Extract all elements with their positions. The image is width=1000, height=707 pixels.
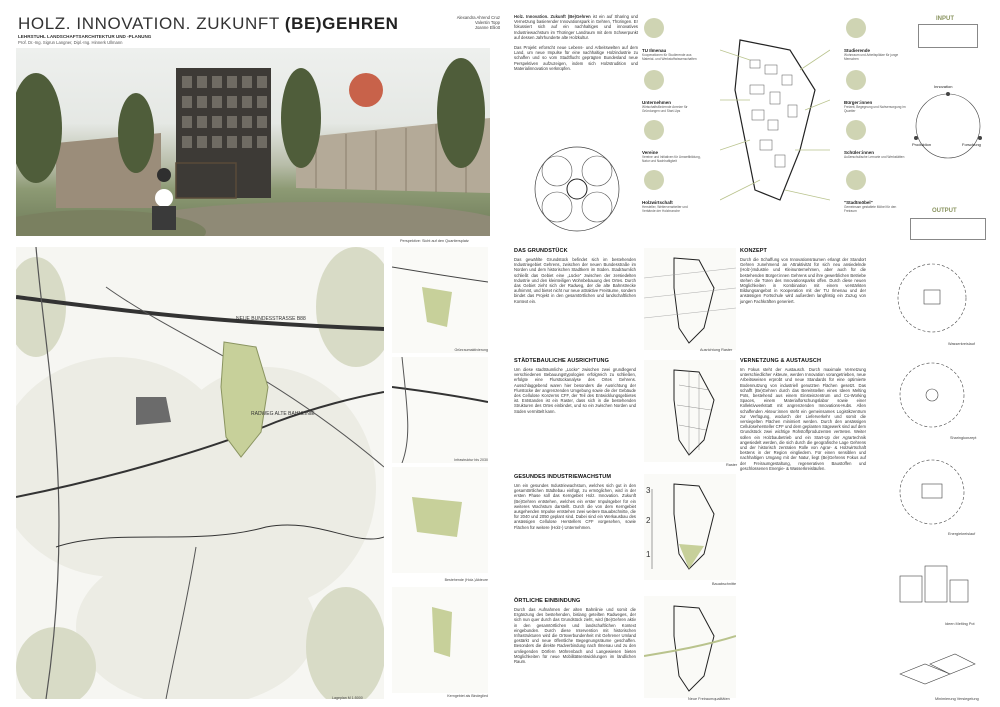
mid-caption-2: Raster — [726, 463, 738, 467]
cycle-diagram — [910, 16, 986, 241]
actor-tu: TU Ilmenau — [642, 48, 667, 53]
section-grundstueck — [514, 248, 636, 304]
citizens-icon — [846, 70, 866, 90]
strip-map-1 — [392, 247, 488, 353]
right-caption-5: Minimierung Versiegelung — [935, 697, 979, 701]
professors: Prof. Dr.-Ing. Sigrun Langner, Dipl.-Ing. Hinnerk Ullmann — [18, 40, 123, 45]
site-plan-map — [16, 247, 384, 699]
sealing-diagram — [880, 634, 984, 694]
section-title: GESUNDES INDUSTRIEWACHSTUM — [514, 474, 612, 480]
cycle-innovation: Innovation — [934, 84, 953, 89]
strip-caption-2: Infrastruktur bis 2030 — [454, 458, 488, 462]
intro-p1: ist ein auf Sharing und Vernetzung basierender Innovationspark in Gehren, Thüringen. Er fokussiert sich auf ein nachhaltiges und innovatives Industriewachstum im Thüringer Landraum mit dem Schwerpunkt auf dessen Jahrhunderte alte Holzkultur. — [514, 14, 638, 40]
section-vernetzung — [740, 358, 866, 471]
road-label: NEUE BUNDESSTRASSE B88 — [236, 316, 306, 322]
chair-label: LEHRSTUHL LANDSCHAFTSARCHITEKTUR UND -PLANUNG — [18, 34, 152, 39]
university-icon — [644, 18, 664, 38]
actor-studierende: Studierende — [844, 48, 871, 53]
sun-icon — [349, 73, 383, 107]
wood-icon — [644, 170, 664, 190]
sharing-diagram — [880, 352, 984, 438]
actor-buerger: Bürger:innen — [844, 100, 873, 105]
strip-map-2 — [392, 357, 488, 463]
mid-caption-4: Neue Freiraumqualitäten — [688, 697, 730, 701]
phase-3: 3 — [646, 486, 651, 495]
club-icon — [644, 120, 664, 140]
energy-cycle-diagram — [880, 450, 984, 534]
section-title: VERNETZUNG & AUSTAUSCH — [740, 358, 822, 364]
rail-label: RADWEG ALTE BAHNLINIE — [251, 411, 315, 417]
strip-map-4 — [392, 587, 488, 693]
cycle-forschung: Forschung — [962, 142, 981, 147]
author: Joanne Elliott — [474, 25, 500, 31]
perspective-render — [16, 48, 490, 236]
render-caption: Perspektive: Sicht auf den Quartiersplatz — [400, 239, 469, 243]
output-label: OUTPUT — [932, 208, 957, 214]
actor-holzwirtschaft: Holzwirtschaft — [642, 200, 673, 205]
strip-caption-3: Bestehende (Holz-)Akteure — [444, 578, 488, 582]
furniture-icon — [846, 170, 866, 190]
section-text: Um diese stadträumliche „Lücke“ zwischen zwei grundlegend verschiedenen Bebauungstypologien erfolgreich zu schließen, erfolgte eine Flurstückanalyse des Ortes Gehrens. Ausschlaggebend waren hier besonders die Ausrichtung der Flurstücke der angrenzenden Umgebung sowie die der Gebäude des Cellulose Konzerns CFF, der Teil des Entwicklungsgebietes ist. Entstanden ist ein Raster, dass sich in die bestehenden Strukturen des Ortes einbindet, und so ein zwischen Norden und Süden vermittelt kann. — [514, 367, 636, 414]
section-text: Das gewählte Grundstück befindet sich im bestehenden Industriegebiet Gehrens, zwischen der neuen Bundesstraße im Norden und dem historischen Stadtkern im Süden. Stadräumlich schließt das Gebiet eine „Lücke“ zwischen der zersiedelten Industrie und den kleinteiligen Wohnbebauung des Ortes. Durch das Gebiet zieht sich der Radweg, der die alte Bahnstrecke aufnimmt, und bietet nicht nur neue attraktive Freiräume, sondern bindet das Projekt in den gesamtörtlichen und landschaftlichen Kontext ein. — [514, 257, 636, 304]
section-text: Durch das Aufnahmen der alten Bahnlinie und somit die Ergänzung des bestehenden, bislang geteilten Radweges, der sich nun quer durch das Grundstück zieht, wird (Be)Gehren aktiv in den gesamtörtlichen und landschaftlichen Kontext eingebunden. Durch diese Intervention mit historischen Infrastrukturen wird die Ortsverbundenheit mit Gehrener Umland gestärkt und neue öffentliche Begegnungsräume geschaffen. Besonders die direkte Radverbindung nach Ilmenau und zu den umliegenden Dörfern Möhrenbach und Langewiesen bieten Möglichkeiten für neue Mobilitätsentwicklungen im ländlichen Raum. — [514, 607, 636, 665]
cycle-produktion: Produktion — [912, 142, 932, 147]
title-main: HOLZ. INNOVATION. ZUKUNFT — [18, 14, 280, 33]
melting-pot-diagram — [880, 546, 984, 622]
actor-unternehmen: Unternehmen — [642, 100, 672, 105]
author: Alexandra Ahrend Cruz — [456, 15, 500, 20]
actor-stadtmoebel-sub: Gemeinsam gestaltete Möbel für den Freiraum — [844, 205, 897, 213]
render-illustration — [16, 48, 490, 236]
section-text: Im Fokus steht der Austausch. Durch maximale Vernetzung unterschiedlicher Akteure, werden Innovation vorangetrieben, neue Arbeitsweisen erprobt und neue Standards für eine optimierte Bodennutzung von industriell genutzten Flächen gesetzt. Das schafft (Be)Gehren durch das Bereitstellen eines Ideen Melting Pots, bestehend aus einem Einsteinzentrum und Co-Working Spaces, einem Materialforschungslabor sowie einer Kollektivwerkstatt mit angrenzenden Innovations-Hubs. Allen schaffenden Akteur:innen steht ein gemeinsames Logistikzentrum zur Verfügung, wodurch der Lieferverkehr und somit die versiegelten Flächen minimiert werden. Durch den ansässigen Cellulosehersteller CFF und dem geplanten Sägewerk sind auf dem Grundstück zwei wichtige Rohstoffproduzenten vertreten. Weiter sollen ein Holzbaubetrieb und ein Start-Up der Agrartechnik angesiedelt werden, die sich durch die geografische Lage Gehrens und der historisch zentralen Rolle von Agrar- & Holzwirtschaft bestens in der Region eingliedern. Für einen sensiblen und nachhaltigen Umgang mit der Natur, liegt (Be)Gehrens Fokus auf der Freiraumgestaltung, regenerativen Baustoffen und geschlossenen Energie- & Wasserkreisläufen. — [740, 367, 866, 471]
authors — [420, 15, 500, 31]
actor-stadtmoebel: "Stadtmöbel" — [844, 200, 873, 205]
section-text: Um ein gesundes Industriewachstum, welches sich gut in den gesamtörtlichen Städtebau einfügt, zu ermöglichen, wird in der ersten Phase soll das Kerngebiet Holz. Innovation. Zukunft (Be)Gehren entstehen, welches ein erster Impulsgeber für ein weiteres Wachstum darstellt. Durch die von dem Kerngebiet ausgehenden Impulse entstehen zwei weitere Bauabschnitte, die für 2040 und 2050 geplant sind. Dabei sind ein Werkausbau des ansässigen Cellulose Herstellers CFF vorgesehen, sowie Flächen für weitere (Holz-) Unternehmen. — [514, 483, 636, 530]
section-konzept — [740, 248, 866, 304]
pupils-icon — [846, 120, 866, 140]
actor-vereine-sub: Vereine und Initiativen für Umweltbildung, Natur und Nachhaltigkeit — [642, 155, 701, 163]
intro-bold: Holz. Innovation. Zukunft (Be)Gehren — [514, 14, 591, 19]
right-caption-1: Wasserkreislauf — [948, 342, 975, 346]
actor-unternehmen-sub: Wirtschaftsfördernde Anreize für Gründungen und Start-Ups — [642, 105, 688, 113]
diagram-ausrichtung — [644, 248, 736, 350]
diagram-raster — [644, 360, 736, 462]
section-ausrichtung — [514, 358, 636, 414]
actor-tu-sub: Kooperationen für Studierende aus Material- und Werkstoffwissenschaften — [642, 53, 697, 61]
strip-caption-1: Grünraumaktivierung — [454, 348, 488, 352]
intro-p2: Das Projekt erforscht neue Lebens- und Arbeitswelten auf dem Land, um neue Impulse für eine nachhaltige Holzindustrie zu schaffen und so vom Stadtflucht geprägten Bundesland neue Perspektiven aufzuzeigen, indem sich Holzstrudition und Materialinnovation verknüpfen. — [514, 45, 638, 71]
section-einbindung — [514, 598, 636, 664]
right-caption-3: Energiekreislauf — [948, 532, 976, 536]
actor-holzwirtschaft-sub: Hersteller, Weiterverarbeiter und Verbände der Holzbranche — [642, 205, 688, 213]
intro-text — [514, 14, 638, 71]
company-icon — [644, 70, 664, 90]
section-title: DAS GRUNDSTÜCK — [514, 248, 568, 254]
diagram-bauabschnitte — [644, 474, 736, 580]
mid-caption-1: Ausrichtung Raster — [700, 348, 733, 352]
actor-vereine: Vereine — [642, 150, 659, 155]
section-title: ÖRTLICHE EINBINDUNG — [514, 598, 581, 604]
section-title: STÄDTEBAULICHE AUSRICHTUNG — [514, 358, 609, 364]
page-title — [18, 14, 399, 34]
phase-1: 1 — [646, 550, 651, 559]
concept-circle-diagram — [525, 140, 629, 238]
phase-2: 2 — [646, 516, 651, 525]
actor-schueler-sub: Außerschulische Lernorte und Werkstätten — [844, 155, 905, 159]
cycle-arrows — [910, 56, 986, 196]
actor-schueler: Schüler:innen — [844, 150, 875, 155]
strip-map-3 — [392, 467, 488, 573]
actor-buerger-sub: Freizeit, Begegnung und Nahversorgung im Quartier — [844, 105, 906, 113]
actors-left — [640, 18, 730, 240]
mid-caption-3: Bauabschnitte — [712, 582, 737, 586]
section-title: KONZEPT — [740, 248, 767, 254]
actors-right — [840, 18, 910, 240]
site-outline-diagram — [720, 30, 830, 210]
section-text: Durch die Schaffung von Innovationsräumen erlangt der Standort Gehren zunehmend an Attraktivität für sich neu ansiedelnde (Holz-)Industrie und Kleinunternehmen, aber auch für die bestehenden Bürger:innen Gehrens und ihre gewerblichen Betriebe stehen die Türen des Innovationsparks offen. Durch diese neuen Möglichkeiten in Kombination mit einem verstärkten Bildungsangebot in Kooperation mit der TU Ilmenau und der ansässigen Fortschule wird außerdem langfristig ein Zuzug von jungen Fachkräften generiert. — [740, 257, 866, 304]
author: Valentin Topp — [475, 20, 500, 26]
right-caption-4: Ideen Melting Pot — [945, 622, 975, 626]
map-drawing — [16, 247, 384, 699]
diagram-freiraum — [644, 596, 736, 698]
students-icon — [846, 18, 866, 38]
input-label: INPUT — [936, 16, 954, 22]
scale-label: Lageplan M 1:5000 — [332, 696, 363, 700]
right-caption-2: Sharingkonzept — [950, 436, 977, 440]
title-accent: (BE)GEHREN — [284, 14, 399, 33]
water-cycle-diagram — [880, 250, 984, 344]
strip-caption-4: Kerngebiet als Bindeglied — [447, 694, 488, 698]
actor-studierende-sub: Wohnraum und Arbeitsplätze für junge Menschen — [844, 53, 899, 61]
section-wachstum — [514, 474, 636, 530]
